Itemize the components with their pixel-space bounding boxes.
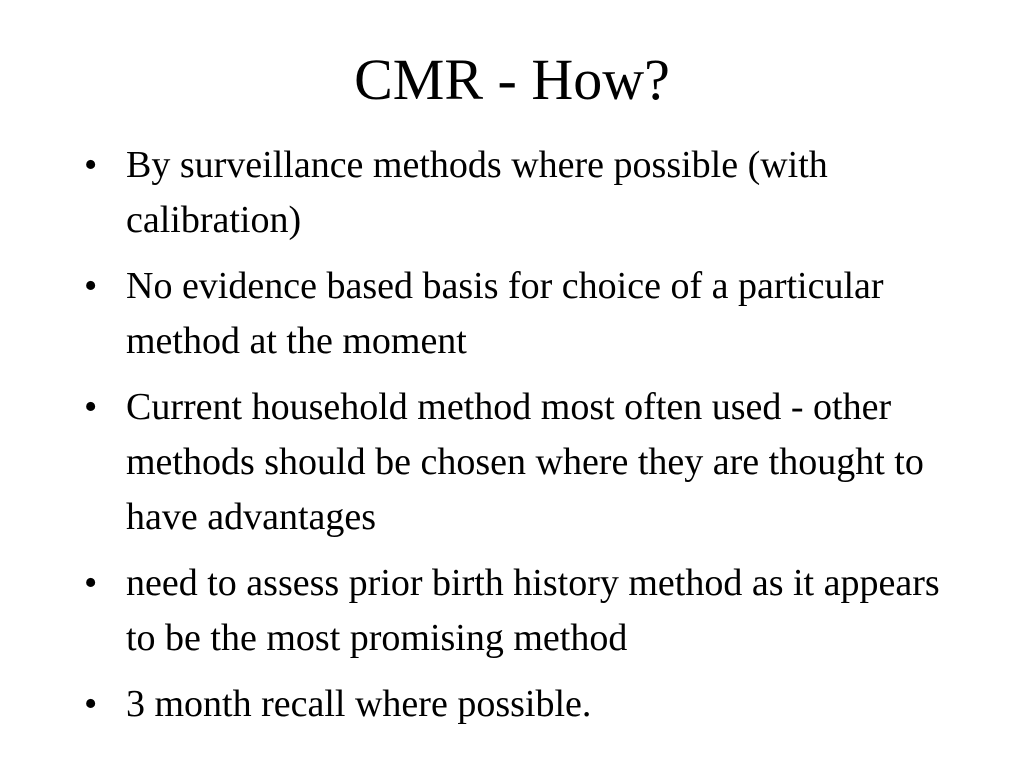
bullet-item — [84, 138, 944, 248]
bullet-text: No evidence based basis for choice of a particular method at the moment — [126, 265, 884, 362]
bullet-list — [84, 138, 944, 743]
slide-title: CMR - How? — [354, 47, 670, 112]
bullet-item — [84, 677, 944, 732]
bullet-text: By surveillance methods where possible (with calibration) — [126, 144, 828, 241]
bullet-item — [84, 556, 944, 666]
bullet-icon: • — [84, 144, 98, 186]
bullet-icon: • — [84, 265, 98, 307]
bullet-item — [84, 259, 944, 369]
bullet-item — [84, 380, 944, 545]
bullet-text: 3 month recall where possible. — [126, 683, 592, 725]
bullet-text: Current household method most often used - other methods should be chosen where they are thought to have advantages — [126, 386, 924, 538]
bullet-text: need to assess prior birth history method as it appears to be the most promising method — [126, 562, 940, 659]
bullet-icon: • — [84, 683, 98, 725]
bullet-icon: • — [84, 562, 98, 604]
bullet-icon: • — [84, 386, 98, 428]
